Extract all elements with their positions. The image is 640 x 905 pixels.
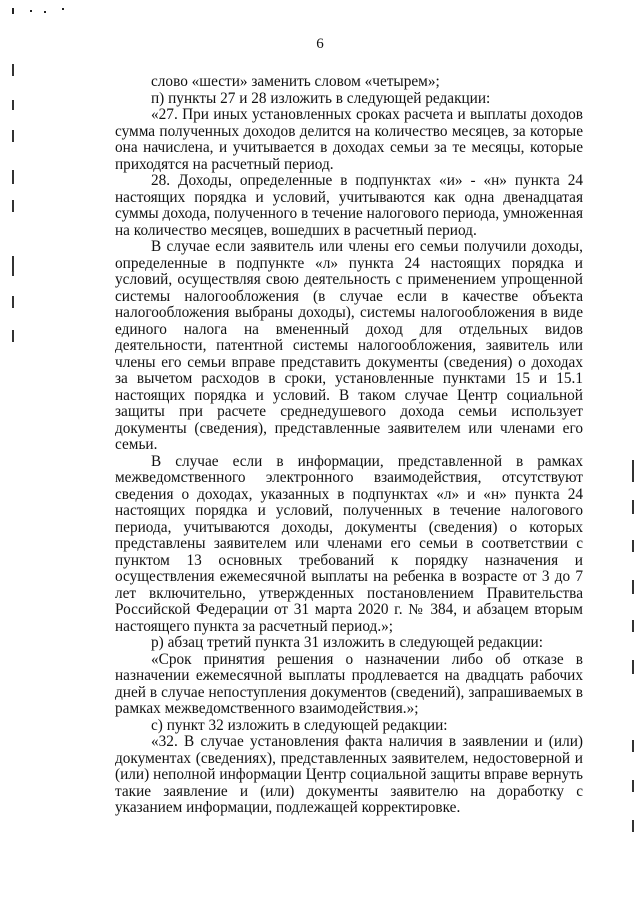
scan-left-edge-marks: [12, 100, 14, 110]
page-number: 6: [316, 36, 324, 52]
scan-left-edge-marks: [12, 330, 14, 342]
scan-right-edge-marks: [632, 660, 634, 674]
scan-artifact-dot: [62, 8, 64, 10]
paragraph-interagency-info: В случае если в информации, представленной в рамках межведомственного электронного взаимодействия, отсутствуют сведения о доходах, указанных в подпунктах «л» и «н» пункта 24 настоящих порядка и условий, полученных в течение налогового периода, учитываются доходы, документы (сведения) о которых представлены заявителем или членами его семьи в соответствии с пунктом 13 основных требований к порядку назначения и осуществления ежемесячной выплаты на ребенка в возрасте от 3 до 7 лет включительно, утвержденных постановлением Правительства Российской Федерации от 31 марта 2020 г. № 384, и абзацем вторым настоящего пункта за расчетный период.»;: [115, 452, 583, 635]
scan-right-edge-marks: [632, 620, 634, 632]
scan-right-edge-marks: [632, 740, 634, 752]
scan-right-edge-marks: [632, 580, 634, 594]
paragraph-item-s: с) пункт 32 изложить в следующей редакции:: [151, 716, 448, 734]
paragraph-item-r: р) абзац третий пункта 31 изложить в следующей редакции:: [151, 634, 543, 651]
scan-left-edge-marks: [12, 130, 14, 142]
scan-right-edge-marks: [632, 460, 634, 482]
paragraph-clause-27: «27. При иных установленных сроках расчета и выплаты доходов сумма полученных доходов делится на количество месяцев, за которые она начислена, и учитывается в доходах семьи за те месяцы, которые приходятся на расчетный период.: [115, 106, 583, 173]
document-body: [115, 74, 583, 817]
scan-artifact-mark: [12, 8, 14, 14]
paragraph-simplified-tax: В случае если заявитель или члены его семьи получили доходы, определенные в подпункте «л» пункта 24 настоящих порядка и условий, осуществляя свою деятельность с применением упрощенной системы налогообложения (в случае если в качестве объекта налогообложения выбраны доходы), системы налогообложения в виде единого налога на вмененный доход для отдельных видов деятельности, патентной системы налогообложения, заявитель или члены его семьи вправе представить документы (сведения) о доходах за вычетом расходов в сроки, установленные пунктами 15 и 15.1 настоящих порядка и условий. В таком случае Центр социальной защиты при расчете среднедушевого дохода семьи использует документы (сведения), представленные заявителем или членами его семьи.: [115, 238, 583, 453]
scan-artifact-dot: [44, 11, 46, 13]
scan-artifact-dot: [30, 10, 32, 12]
paragraph-clause-32: «32. В случае установления факта наличия в заявлении и (или) документах (сведениях), представленных заявителем, недостоверной и (или) неполной информации Центр социальной защиты вправе вернуть такие заявление и (или) документы заявителю на доработку с указанием информации, подлежащей корректировке.: [115, 733, 583, 816]
scan-left-edge-marks: [12, 170, 14, 184]
scan-left-edge-marks: [12, 64, 14, 76]
scan-left-edge-marks: [12, 256, 14, 276]
scan-right-edge-marks: [632, 820, 634, 832]
paragraph-clause-28: 28. Доходы, определенные в подпунктах «и» - «н» пункта 24 настоящих порядка и условий, учитываются как одна двенадцатая суммы дохода, полученного в течение налогового периода, умноженная на количество месяцев, вошедших в расчетный период.: [115, 172, 583, 239]
scan-right-edge-marks: [632, 540, 634, 552]
scan-right-edge-marks: [632, 780, 634, 792]
paragraph-intro-line: слово «шести» заменить словом «четырем»;: [151, 73, 440, 90]
scan-left-edge-marks: [12, 200, 14, 212]
scan-right-edge-marks: [632, 500, 634, 514]
scan-left-edge-marks: [12, 296, 14, 308]
paragraph-decision-term: «Срок принятия решения о назначении либо об отказе в назначении ежемесячной выплаты продлевается на двадцать рабочих дней в случае непоступления документов (сведений), запрашиваемых в рамках межведомственного взаимодействия.»;: [115, 650, 583, 717]
paragraph-item-p: п) пункты 27 и 28 изложить в следующей редакции:: [151, 89, 491, 107]
